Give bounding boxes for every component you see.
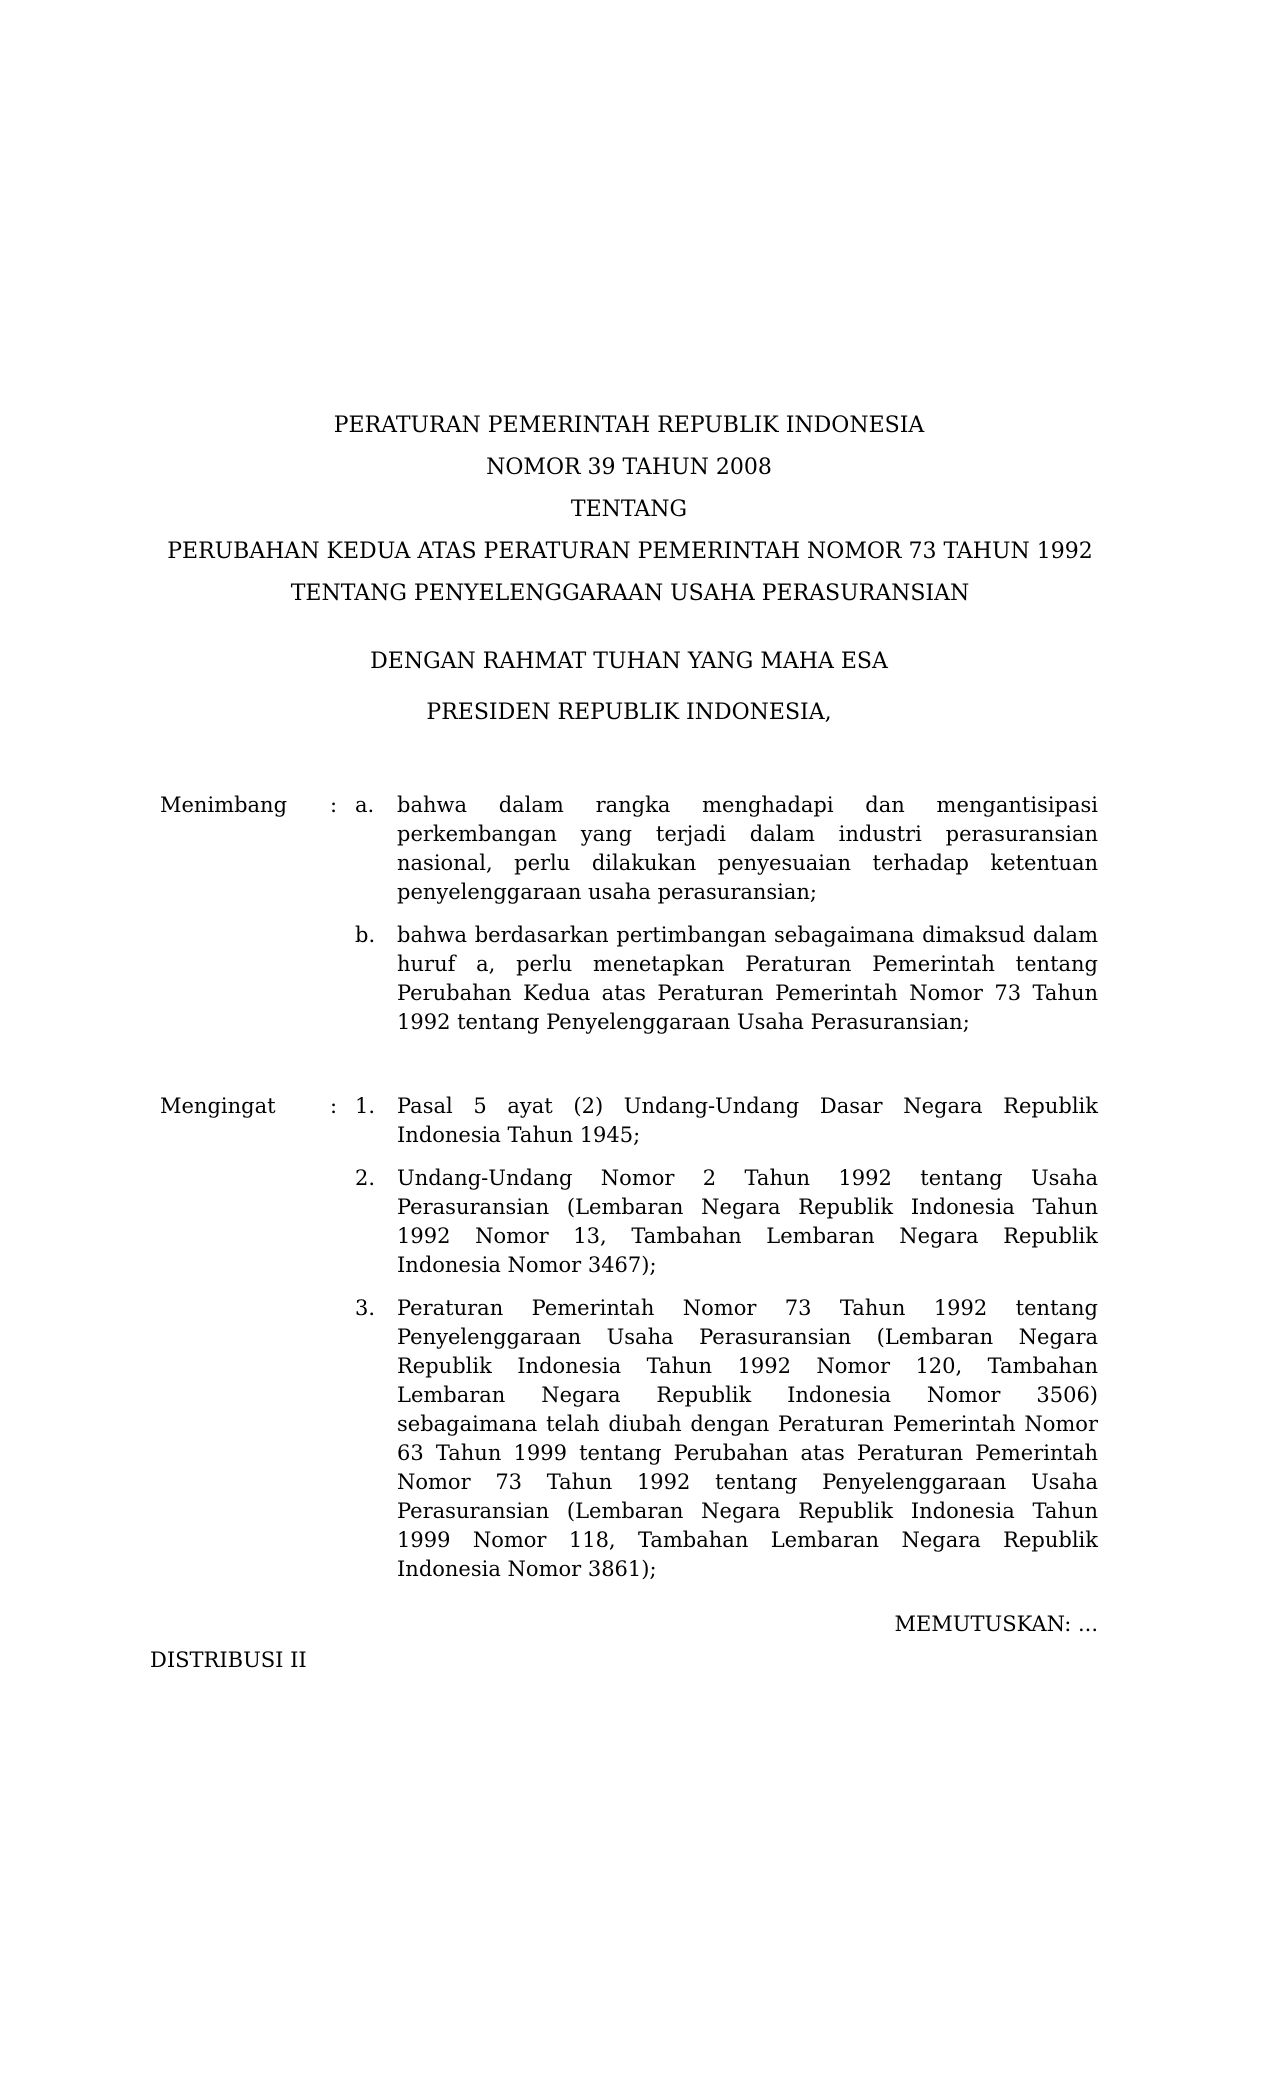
- item-text: bahwa dalam rangka menghadapi dan mengantisipasi perkembangan yang terjadi dalam industri perasuransian nasional, perlu dilakukan penyesuaian terhadap ketentuan penyelenggaraan usaha perasuransian;: [397, 793, 1098, 904]
- distribusi-line: DISTRIBUSI II: [150, 1648, 307, 1672]
- doc-number-line: NOMOR 39 TAHUN 2008: [486, 455, 772, 480]
- section-menimbang-colon: :: [330, 793, 338, 817]
- item-marker: b.: [355, 923, 376, 947]
- list-item: [355, 921, 1098, 1037]
- doc-subject-line: PERUBAHAN KEDUA ATAS PERATURAN PEMERINTAH NOMOR 73 TAHUN 1992 TENTANG PENYELENGGARAAN USAHA PERASURANSIAN: [167, 539, 1093, 606]
- item-marker: 2.: [355, 1166, 376, 1190]
- item-marker: 3.: [355, 1296, 376, 1320]
- section-mengingat-colon: :: [330, 1094, 338, 1118]
- list-item: [355, 1164, 1098, 1280]
- section-menimbang-label: Menimbang: [160, 793, 288, 817]
- invocation-line: DENGAN RAHMAT TUHAN YANG MAHA ESA: [370, 649, 888, 674]
- section-mengingat-label: Mengingat: [160, 1094, 276, 1118]
- list-item: [355, 791, 1098, 907]
- doc-tentang-line: TENTANG: [570, 497, 688, 522]
- list-item: [355, 1294, 1098, 1584]
- document-header: [160, 405, 1098, 615]
- item-text: Peraturan Pemerintah Nomor 73 Tahun 1992 tentang Penyelenggaraan Usaha Perasuransian (Lembaran Negara Republik Indonesia Tahun 1992 Nomor 120, Tambahan Lembaran Negara Republik Indonesia Nomor 3506) sebagaimana telah diubah dengan Peraturan Pemerintah Nomor 63 Tahun 1999 tentang Perubahan atas Peraturan Pemerintah Nomor 73 Tahun 1992 tentang Penyelenggaraan Usaha Perasuransian (Lembaran Negara Republik Indonesia Tahun 1999 Nomor 118, Tambahan Lembaran Negara Republik Indonesia Nomor 3861);: [397, 1296, 1098, 1581]
- item-text: Undang-Undang Nomor 2 Tahun 1992 tentang Usaha Perasuransian (Lembaran Negara Republik Indonesia Tahun 1992 Nomor 13, Tambahan Lembaran Negara Republik Indonesia Nomor 3467);: [397, 1166, 1098, 1277]
- section-mengingat-items: [355, 1092, 1098, 1584]
- issuer-line: PRESIDEN REPUBLIK INDONESIA,: [426, 700, 832, 725]
- memutuskan-line: MEMUTUSKAN: ...: [894, 1612, 1098, 1636]
- item-text: Pasal 5 ayat (2) Undang-Undang Dasar Negara Republik Indonesia Tahun 1945;: [397, 1094, 1098, 1147]
- item-marker: a.: [355, 793, 375, 817]
- section-mengingat: [160, 1092, 1098, 1584]
- doc-title-line: PERATURAN PEMERINTAH REPUBLIK INDONESIA: [333, 413, 925, 438]
- section-menimbang-items: [355, 791, 1098, 1037]
- item-text: bahwa berdasarkan pertimbangan sebagaimana dimaksud dalam huruf a, perlu menetapkan Peraturan Pemerintah tentang Perubahan Kedua atas Peraturan Pemerintah Nomor 73 Tahun 1992 tentang Penyelenggaraan Usaha Perasuransian;: [397, 923, 1098, 1034]
- list-item: [355, 1092, 1098, 1150]
- section-menimbang: [160, 791, 1098, 1037]
- item-marker: 1.: [355, 1094, 376, 1118]
